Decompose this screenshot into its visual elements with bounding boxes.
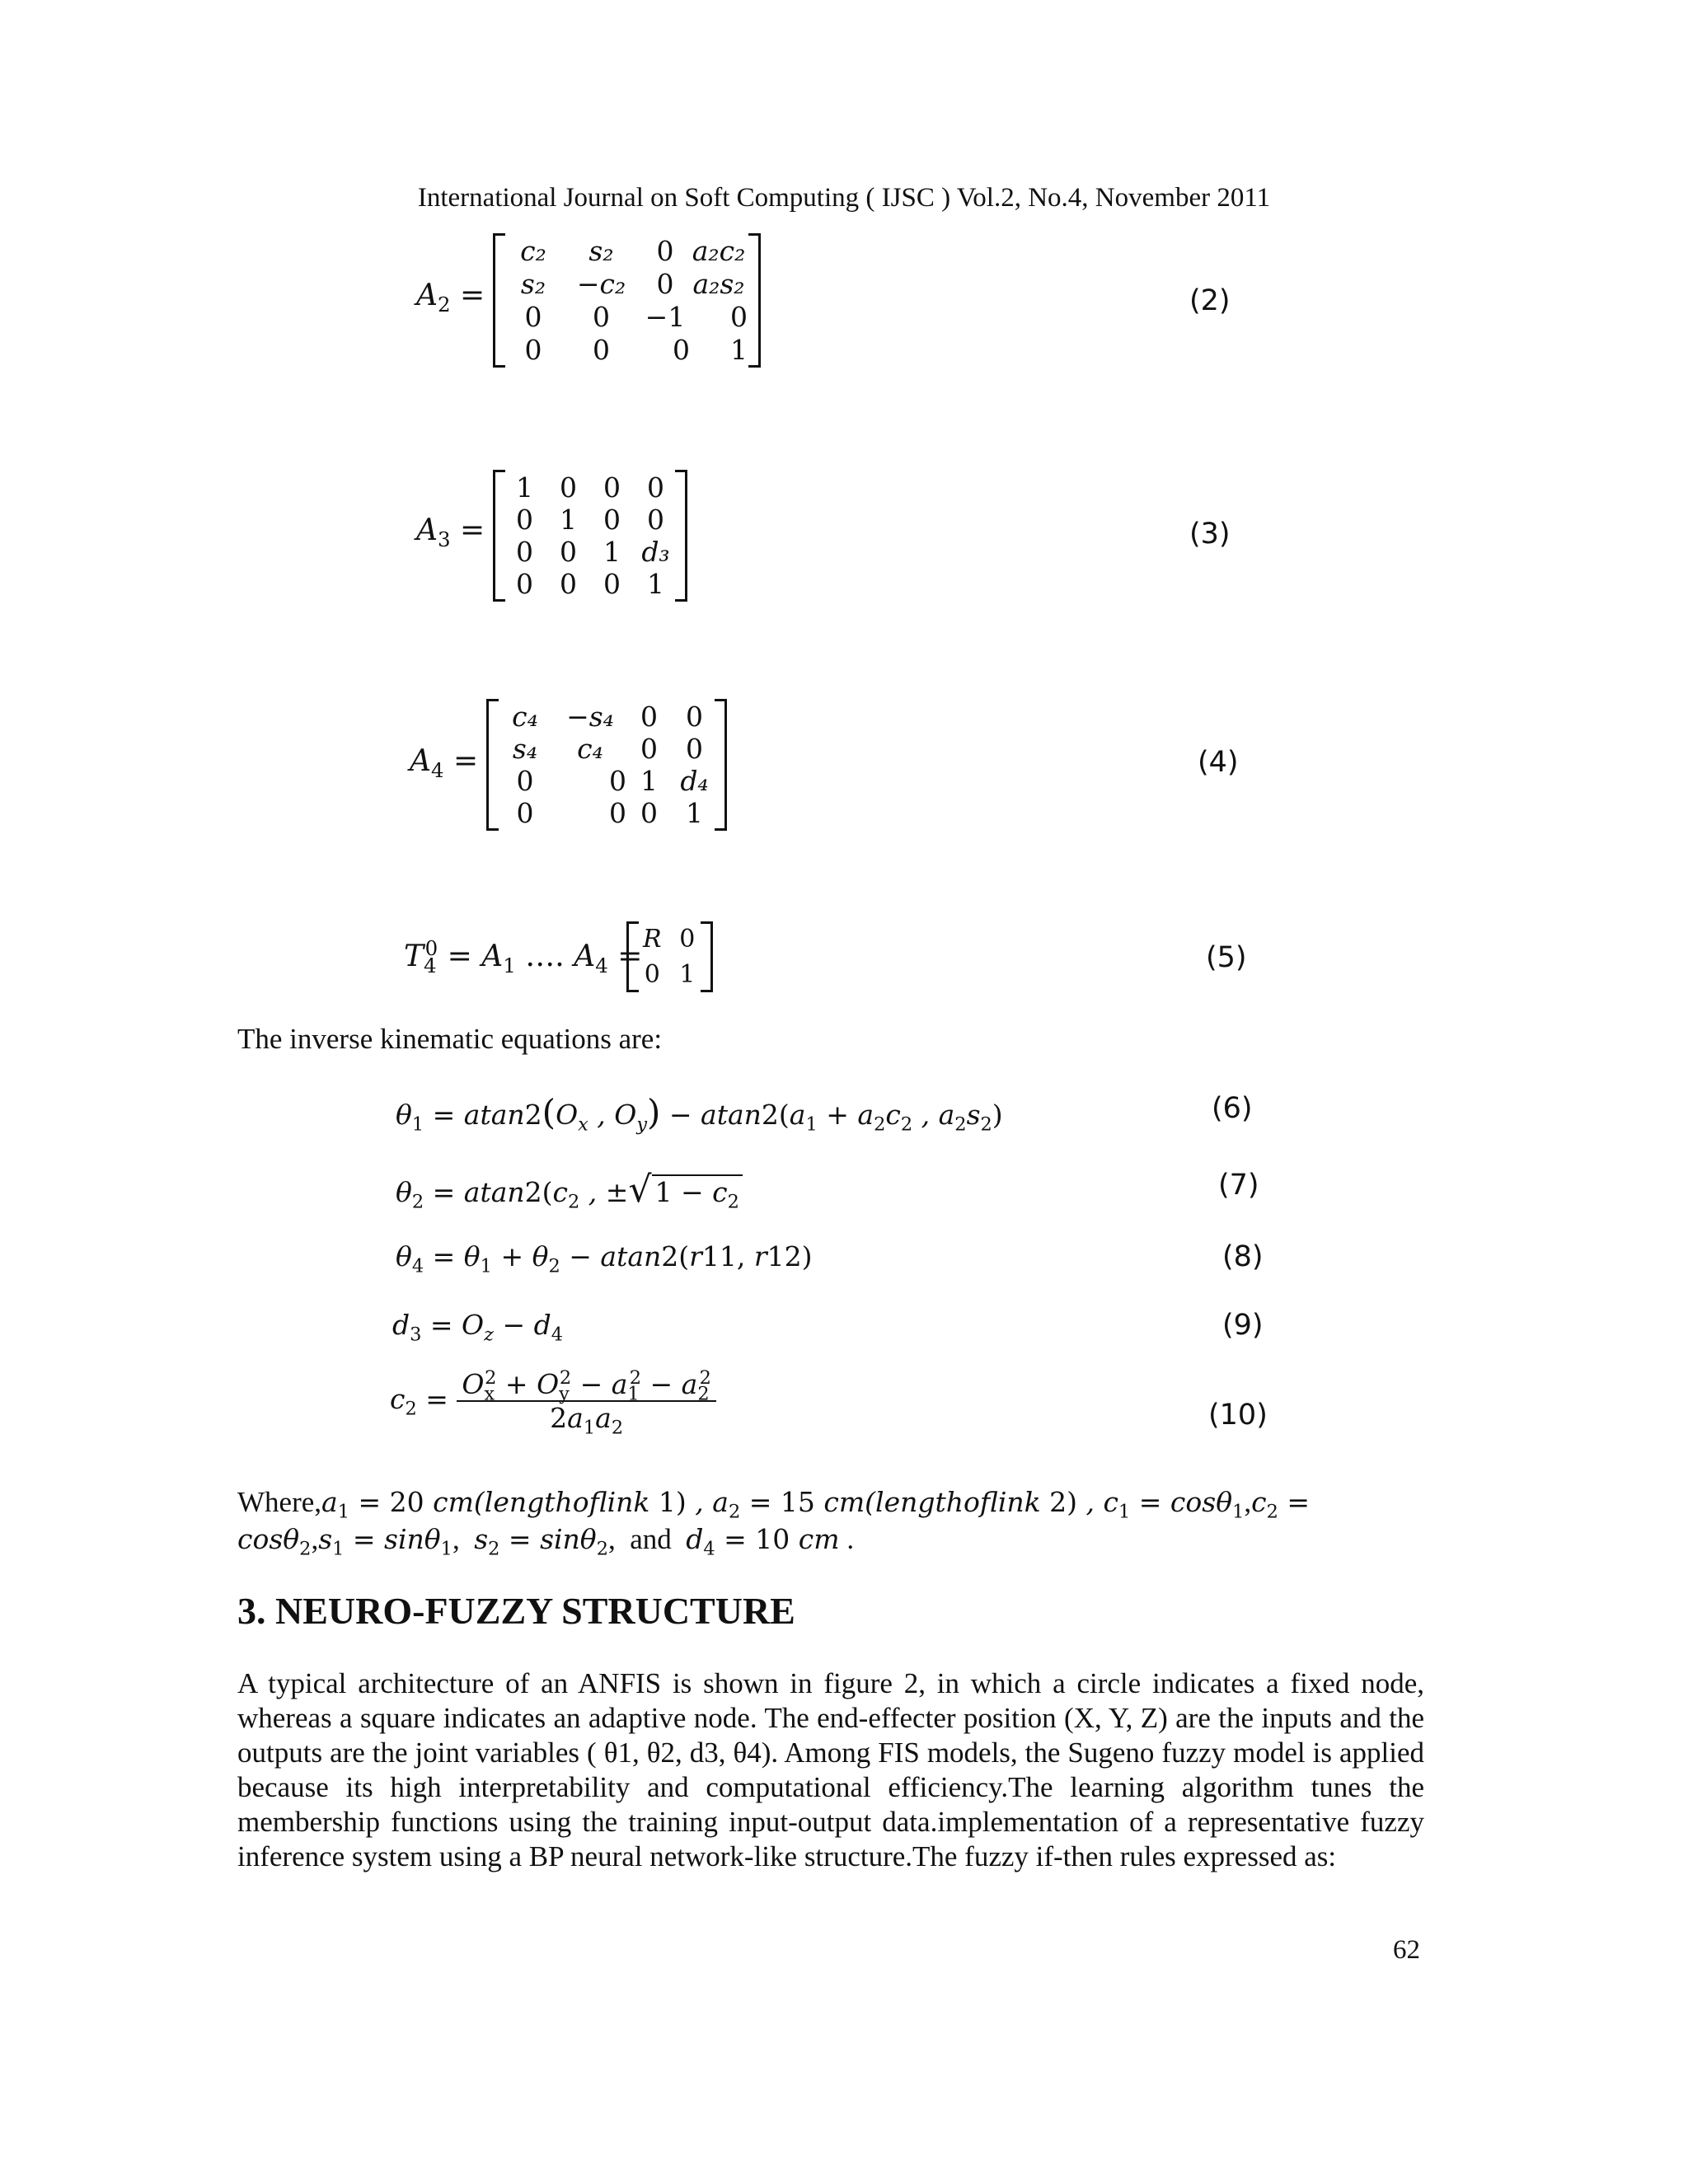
equation-number: (3) <box>1189 518 1231 551</box>
matrix-cell: 1 <box>603 536 621 568</box>
matrix-cell: 0 <box>560 536 577 568</box>
section-heading: 3. NEURO-FUZZY STRUCTURE <box>237 1590 795 1632</box>
eq2-matrix <box>493 233 761 368</box>
matrix-cell: 1 <box>560 504 577 536</box>
matrix-cell: 0 <box>603 471 621 504</box>
eq5-matrix <box>626 921 713 992</box>
equation-number: (10) <box>1208 1399 1268 1432</box>
page-number: 62 <box>1393 1935 1420 1965</box>
matrix-cell: 0 <box>516 568 533 600</box>
eq4-grid <box>496 701 717 829</box>
matrix-cell: 0 <box>603 568 621 600</box>
where-line-2: $\cos\theta_2,s_1 = \sin\theta_1$, $s_2 = \sin\theta_2$, and $d_4 = 10$ cm . <box>237 1523 855 1560</box>
matrix-cell: d₄ <box>680 765 709 797</box>
matrix-cell: a₂c₂ <box>692 235 746 268</box>
matrix-cell: 0 <box>656 268 674 301</box>
matrix-cell: 0 <box>516 765 534 797</box>
equation-number: (5) <box>1206 941 1247 974</box>
eq5-lhs: $T_4^0 = A_1$ …. $A_4$ = <box>404 936 643 978</box>
matrix-cell: 0 <box>593 300 610 333</box>
matrix-cell: 0 <box>603 504 621 536</box>
eq2-grid <box>504 235 749 366</box>
eq2-lhs: $A_2$ = <box>416 279 485 317</box>
matrix-cell: s₂ <box>588 235 614 268</box>
eq9-formula: $d_3 = O_z - d_4$ <box>392 1309 563 1346</box>
matrix-cell: 1 <box>730 333 748 366</box>
matrix-cell: c₄ <box>577 733 603 765</box>
matrix-cell: 0 <box>609 765 626 797</box>
matrix-cell: 0 <box>640 797 658 829</box>
matrix-cell: R <box>642 925 662 954</box>
eq6-formula: $\theta_1 = atan2(O_x$ , $O_y) - atan2(a_1 + a_2c_2$ , $a_2s_2$) <box>396 1092 1003 1136</box>
matrix-cell: c₄ <box>512 701 538 733</box>
matrix-cell: 0 <box>647 504 664 536</box>
where-line-1: $Where,a_1 = 20$ cm(lengthoflink 1) , $a_2 = 15$ cm(lengthoflink 2) , $c_1 = \cos\theta_1,c_2$ = <box>237 1486 1311 1523</box>
matrix-cell: −1 <box>645 300 686 333</box>
matrix-cell: 0 <box>560 471 577 504</box>
matrix-cell: 1 <box>640 765 658 797</box>
matrix-cell: d₃ <box>641 536 670 568</box>
matrix-cell: 0 <box>656 235 674 268</box>
matrix-cell: 0 <box>640 701 658 733</box>
matrix-cell: 0 <box>686 701 703 733</box>
matrix-cell: 1 <box>647 568 664 600</box>
eq3-matrix <box>493 470 687 602</box>
matrix-cell: −c₂ <box>576 268 626 301</box>
eq7-formula: $\theta_2 = atan2(c_2$ , ±√ $1 - c_2$ <box>396 1169 743 1211</box>
equation-number: (6) <box>1212 1092 1253 1125</box>
matrix-cell: 1 <box>679 960 696 989</box>
matrix-cell: 0 <box>730 300 748 333</box>
eq3-grid <box>503 471 678 600</box>
matrix-cell: 0 <box>679 925 696 954</box>
matrix-cell: 0 <box>647 471 664 504</box>
matrix-cell: 0 <box>560 568 577 600</box>
matrix-cell: a₂s₂ <box>692 268 745 301</box>
matrix-cell: 0 <box>644 960 660 989</box>
matrix-cell: 0 <box>524 300 542 333</box>
matrix-cell: 0 <box>516 536 533 568</box>
matrix-cell: 0 <box>516 797 534 829</box>
matrix-cell: s₂ <box>520 268 546 301</box>
matrix-cell: 0 <box>673 333 690 366</box>
matrix-cell: 1 <box>516 471 533 504</box>
matrix-cell: s₄ <box>512 733 538 765</box>
eq4-matrix <box>486 699 727 831</box>
matrix-cell: 0 <box>593 333 610 366</box>
paragraph-text: A typical architecture of an ANFIS is shown in figure 2, in which a circle indicates a fixed node, whereas a square indicates an adaptive node. The end-effecter position (X, Y, Z) are the inputs and the outputs are the joint variables ( θ1, θ2, d3, θ4). Among FIS models, the Sugeno fuzzy model is applied because its high interpretability and computational efficiency.The learning algorithm tunes the membership functions using the training input-output data.implementation of a representative fuzzy inference system using a BP neural network-like structure.The fuzzy if-then rules expressed as: <box>237 1667 1424 1872</box>
eq3-lhs: $A_3$ = <box>416 513 485 552</box>
matrix-cell: 0 <box>524 333 542 366</box>
equation-number: (2) <box>1189 284 1231 317</box>
body-paragraph <box>237 1666 1424 1874</box>
eq10-formula: $c_2$ = $\frac{O_x^2 + O_y^2 - a_1^2 - a_2^2}{2a_1a_2}$ <box>390 1368 716 1434</box>
eq5-grid <box>635 921 705 992</box>
matrix-cell: −s₄ <box>566 701 614 733</box>
equation-number: (4) <box>1198 746 1239 779</box>
matrix-cell: 0 <box>640 733 658 765</box>
equation-number: (7) <box>1218 1169 1259 1202</box>
intro-text: The inverse kinematic equations are: <box>237 1023 663 1055</box>
running-header: International Journal on Soft Computing ( IJSC ) Vol.2, No.4, November 2011 <box>417 183 1271 213</box>
eq8-formula: $\theta_4 = \theta_1 + \theta_2 - atan2(r11$, r12) <box>396 1240 813 1277</box>
eq4-lhs: $A_4$ = <box>410 744 479 783</box>
matrix-cell: c₂ <box>520 235 546 268</box>
matrix-cell: 0 <box>516 504 533 536</box>
where-definitions <box>237 1483 1424 1558</box>
equation-number: (9) <box>1222 1309 1264 1342</box>
equation-number: (8) <box>1222 1240 1264 1273</box>
matrix-cell: 0 <box>609 797 626 829</box>
matrix-cell: 1 <box>686 797 703 829</box>
matrix-cell: 0 <box>686 733 703 765</box>
